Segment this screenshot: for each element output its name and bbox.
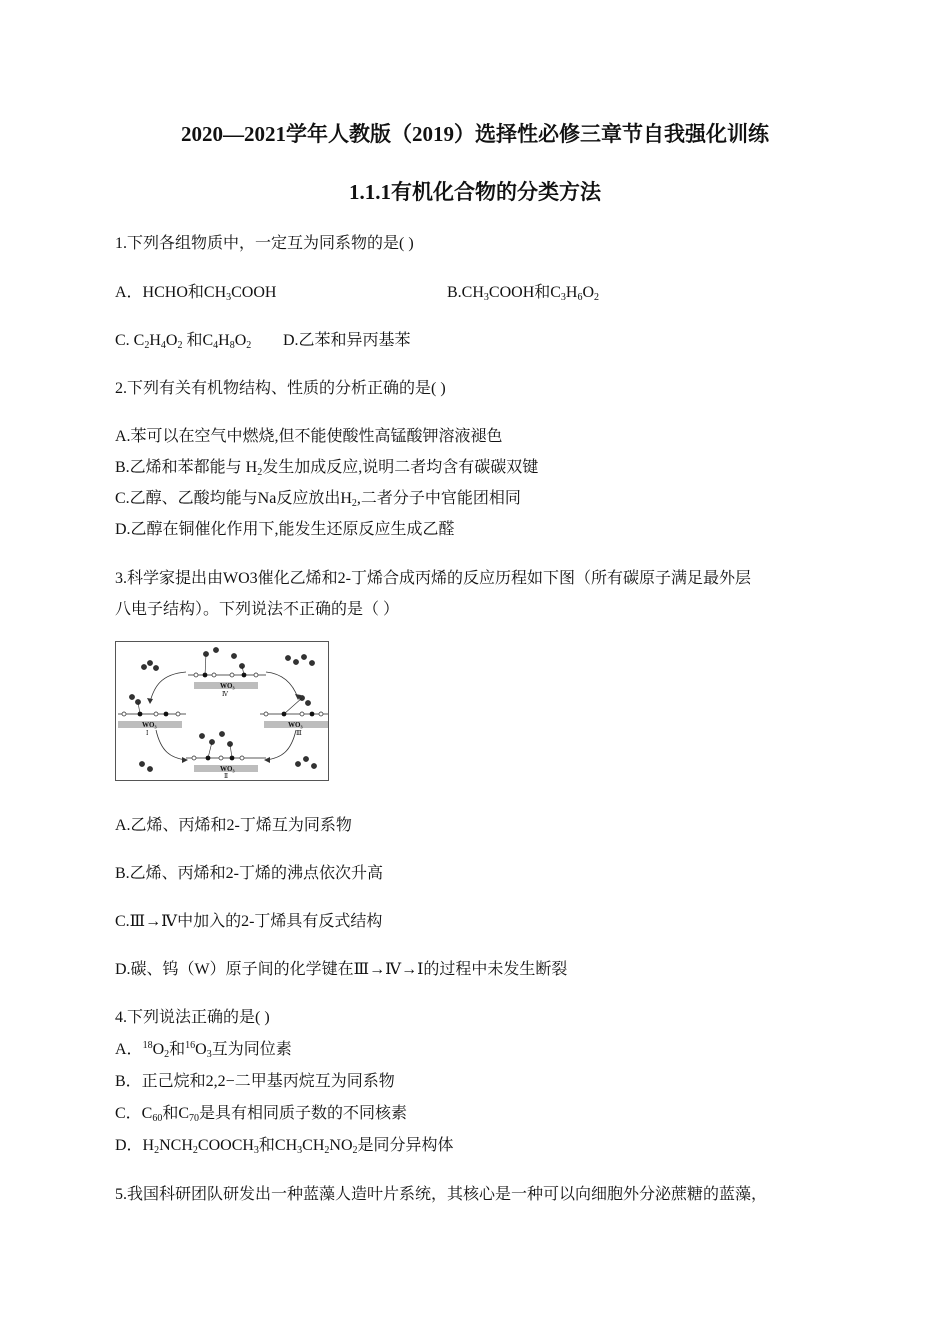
question-2-option-b: B.乙烯和苯都能与 $H_2$发生加成反应,说明二者均含有碳碳双键 — [115, 459, 539, 478]
question-1-option-c: C. $C_2H_4O_2$ 和$C_4H_8O_2$ — [115, 332, 252, 351]
question-1-stem: 1.下列各组物质中，一定互为同系物的是( ) — [115, 235, 414, 252]
question-2-option-d: D.乙醇在铜催化作用下,能发生还原反应生成乙醛 — [115, 521, 455, 538]
question-3-stem-line-2: 八电子结构）。下列说法不正确的是（ ） — [115, 601, 400, 618]
question-2-option-c: C.乙醇、乙酸均能与Na反应放出$H_2$,二者分子中官能团相同 — [115, 490, 521, 509]
stage-label-ii: Ⅱ — [224, 774, 229, 780]
question-3-option-d: D.碳、钨（W）原子间的化学键在Ⅲ→Ⅳ→Ⅰ的过程中未发生断裂 — [115, 961, 568, 978]
question-3-option-a: A.乙烯、丙烯和2-丁烯互为同系物 — [115, 817, 352, 834]
stage-label-iv: Ⅳ — [222, 692, 228, 698]
reaction-cycle-diagram — [116, 642, 330, 782]
question-2-option-a: A.苯可以在空气中燃烧,但不能使酸性高锰酸钾溶液褪色 — [115, 428, 503, 445]
question-4-option-c: C．$C_{60}$和$C_{70}$是具有相同质子数的不同核素 — [115, 1105, 408, 1124]
question-1-option-b: $B.CH_3COOH$和$C_3H_6O_2$ — [447, 284, 600, 303]
reaction-mechanism-figure — [115, 641, 329, 781]
catalyst-label-iii: WO₃ — [288, 721, 303, 729]
question-1-option-a: A．HCHO和$CH_3COOH$ — [115, 284, 277, 303]
stage-label-iii: Ⅲ — [296, 731, 302, 737]
document-subtitle: 1.1.1有机化合物的分类方法 — [349, 180, 601, 204]
question-4-option-d: D．$H_2NCH_2COOCH_3$和$CH_3CH_2NO_2$是同分异构体 — [115, 1137, 454, 1156]
question-4-option-b: B．正己烷和2,2−二甲基丙烷互为同系物 — [115, 1073, 395, 1090]
question-2-stem: 2.下列有关有机物结构、性质的分析正确的是( ) — [115, 380, 446, 397]
question-3-option-b: B.乙烯、丙烯和2-丁烯的沸点依次升高 — [115, 865, 384, 882]
question-4-option-a: A．$^{18}O_2$和$^{16}O_3$互为同位素 — [115, 1040, 292, 1060]
stage-label-i: Ⅰ — [146, 731, 149, 737]
question-5-stem: 5.我国科研团队研发出一种蓝藻人造叶片系统，其核心是一种可以向细胞外分泌蔗糖的蓝藻， — [115, 1186, 768, 1203]
question-3-stem-line-1: 3.科学家提出由WO3催化乙烯和2-丁烯合成丙烯的反应历程如下图（所有碳原子满足最外层 — [115, 570, 751, 587]
question-1-option-d: D.乙苯和异丙基苯 — [283, 332, 411, 349]
catalyst-label-iv: WO₃ — [220, 682, 235, 690]
question-3-option-c: C.Ⅲ→Ⅳ中加入的2-丁烯具有反式结构 — [115, 913, 383, 930]
document-title: 2020—2021学年人教版（2019）选择性必修三章节自我强化训练 — [181, 122, 769, 146]
question-4-stem: 4.下列说法正确的是( ) — [115, 1009, 270, 1026]
catalyst-label-ii: WO₃ — [220, 765, 235, 773]
catalyst-label-i: WO₃ — [142, 721, 157, 729]
